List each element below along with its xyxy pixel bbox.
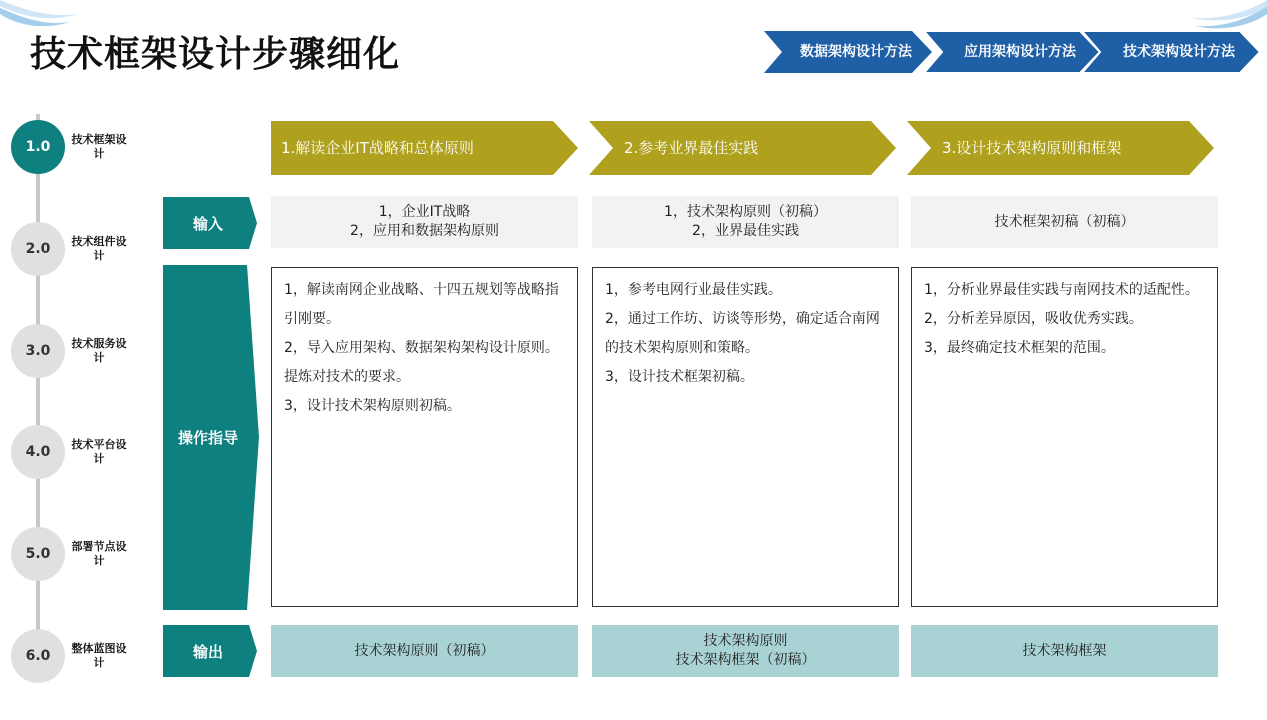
breadcrumb-item-application-architecture[interactable]: 应用架构设计方法 [964, 44, 1076, 60]
timeline-step-3[interactable] [11, 324, 141, 378]
timeline-step-label: 整体蓝图设计 [71, 642, 127, 669]
guide-item: 2，导入应用架构、数据架构架构设计原则。提炼对技术的要求。 [284, 340, 559, 385]
breadcrumb-item-technology-architecture[interactable]: 技术架构设计方法 [1123, 44, 1235, 60]
timeline-step-label: 部署节点设计 [71, 540, 127, 567]
input-item: 1，技术架构原则（初稿） [664, 204, 827, 220]
timeline-step-5[interactable] [11, 527, 141, 581]
timeline-step-6[interactable] [11, 629, 141, 683]
stage-2-output-cell [592, 625, 899, 677]
stage-2-guide-cell [592, 267, 899, 607]
timeline-step-number: 6.0 [11, 629, 65, 683]
stage-1-guide-cell [271, 267, 578, 607]
timeline-step-number: 1.0 [11, 120, 65, 174]
timeline-step-number: 4.0 [11, 425, 65, 479]
timeline-step-number: 2.0 [11, 222, 65, 276]
input-item: 技术框架初稿（初稿） [994, 213, 1135, 230]
breadcrumb-item-data-architecture[interactable]: 数据架构设计方法 [800, 44, 912, 60]
input-row-label: 输入 [192, 214, 223, 233]
stage-3-guide-cell [911, 267, 1218, 607]
timeline-step-label: 技术平台设计 [71, 438, 127, 465]
stage-1-input-cell [271, 196, 578, 248]
timeline-step-number: 3.0 [11, 324, 65, 378]
timeline-step-label: 技术服务设计 [71, 337, 127, 364]
timeline-step-4[interactable] [11, 425, 141, 479]
input-item: 2，应用和数据架构原则 [350, 223, 499, 239]
guide-item: 3，设计技术架构原则初稿。 [284, 398, 461, 414]
guide-item: 1，参考电网行业最佳实践。 [605, 282, 782, 298]
guide-item: 2，通过工作坊、访谈等形势，确定适合南网的技术架构原则和策略。 [605, 311, 880, 356]
stage-3-output-cell [911, 625, 1218, 677]
guide-item: 3，最终确定技术框架的范围。 [924, 340, 1115, 356]
input-item: 1，企业IT战略 [378, 204, 471, 220]
timeline-line [36, 114, 40, 674]
stage-3-header: 3.设计技术架构原则和框架 [942, 139, 1122, 157]
guide-item: 3，设计技术框架初稿。 [605, 369, 754, 385]
timeline-step-2[interactable] [11, 222, 141, 276]
stage-3-input-cell [911, 196, 1218, 248]
guide-item: 1，解读南网企业战略、十四五规划等战略指引刚要。 [284, 282, 559, 327]
timeline-step-1[interactable] [11, 120, 141, 174]
output-item: 技术架构原则 [703, 633, 788, 649]
page-title: 技术框架设计步骤细化 [30, 34, 401, 75]
stage-1-output-cell [271, 625, 578, 677]
stage-2-header: 2.参考业界最佳实践 [624, 139, 759, 157]
timeline-step-number: 5.0 [11, 527, 65, 581]
guide-row-label: 操作指导 [177, 429, 238, 447]
timeline-step-label: 技术框架设计 [71, 133, 127, 160]
output-item: 技术架构框架 [1022, 642, 1107, 659]
output-item: 技术架构原则（初稿） [354, 642, 495, 659]
guide-item: 1，分析业界最佳实践与南网技术的适配性。 [924, 282, 1199, 298]
guide-item: 2，分析差异原因，吸收优秀实践。 [924, 311, 1143, 327]
stage-1-header: 1.解读企业IT战略和总体原则 [281, 139, 474, 157]
stage-2-input-cell [592, 196, 899, 248]
input-item: 2，业界最佳实践 [692, 223, 799, 239]
output-row-label: 输出 [192, 642, 223, 661]
output-item: 技术架构框架（初稿） [675, 652, 816, 668]
timeline-step-label: 技术组件设计 [71, 235, 127, 262]
